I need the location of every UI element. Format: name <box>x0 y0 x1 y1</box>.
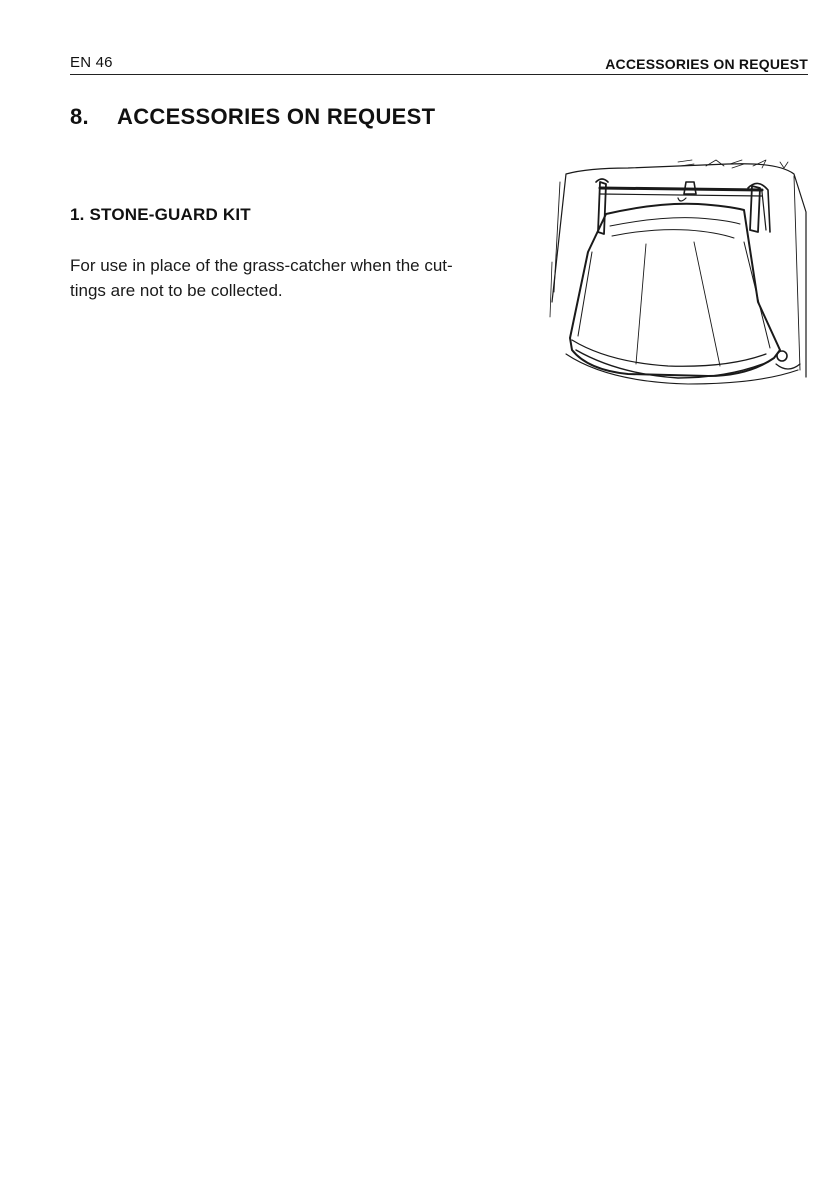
section-heading: 1. STONE-GUARD KIT <box>70 205 251 224</box>
header-rule <box>70 74 808 75</box>
chapter-title: ACCESSORIES ON REQUEST <box>117 104 436 129</box>
stone-guard-kit-illustration <box>548 152 810 390</box>
body-line-1: For use in place of the grass-catcher when the cut- <box>70 256 453 275</box>
chapter-heading <box>70 104 435 130</box>
page-number: EN 46 <box>70 54 113 71</box>
chapter-number: 8. <box>70 104 89 129</box>
page-header <box>70 54 808 76</box>
running-header-title: ACCESSORIES ON REQUEST <box>605 56 808 72</box>
body-line-2: tings are not to be collected. <box>70 281 283 300</box>
section-body <box>70 253 540 303</box>
